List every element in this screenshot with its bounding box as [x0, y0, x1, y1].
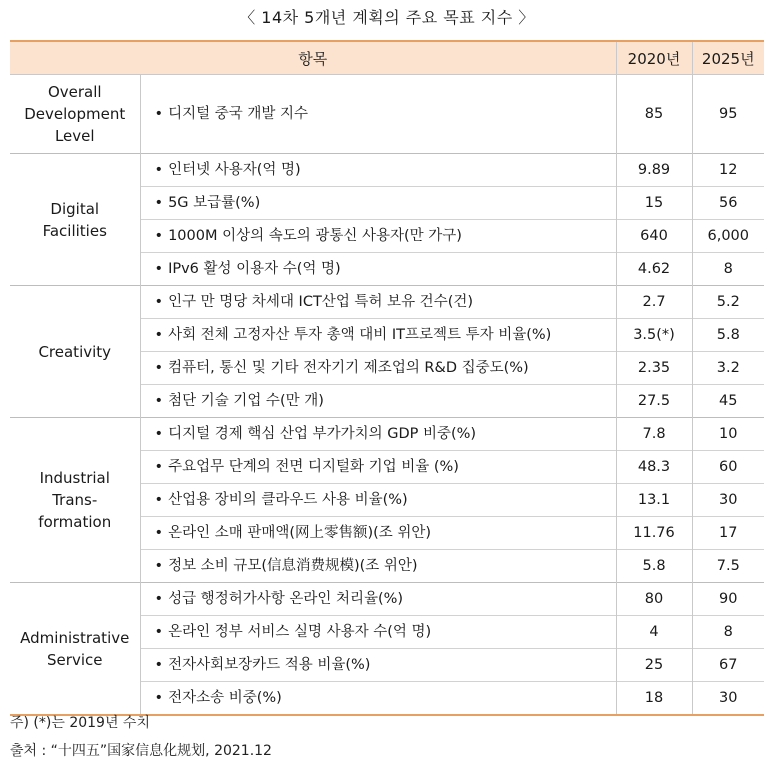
- value-2020: 5.8: [616, 550, 692, 583]
- item-label: 온라인 정부 서비스 실명 사용자 수(억 명): [168, 624, 432, 640]
- table-row: [10, 154, 764, 187]
- bullet-icon: •: [154, 591, 164, 607]
- value-2020: 13.1: [616, 484, 692, 517]
- value-2020: 27.5: [616, 385, 692, 418]
- bullet-icon: •: [154, 360, 164, 376]
- bullet-icon: •: [154, 624, 164, 640]
- item-label: 전자소송 비중(%): [168, 690, 282, 706]
- value-2025: 3.2: [692, 352, 764, 385]
- item-cell: [140, 682, 616, 716]
- category-cell: [10, 418, 140, 583]
- target-index-table: [10, 40, 764, 716]
- item-cell: [140, 385, 616, 418]
- bullet-icon: •: [154, 525, 164, 541]
- value-2025: 45: [692, 385, 764, 418]
- table-title: 〈 14차 5개년 계획의 주요 목표 지수 〉: [239, 8, 535, 27]
- bullet-icon: •: [154, 690, 164, 706]
- category-line: Creativity: [38, 342, 112, 361]
- category-cell: [10, 286, 140, 418]
- item-cell: [140, 418, 616, 451]
- item-label: 성급 행정허가사항 온라인 처리율(%): [168, 591, 404, 607]
- value-2025: 7.5: [692, 550, 764, 583]
- item-cell: [140, 154, 616, 187]
- table-row: [10, 583, 764, 616]
- value-2025: 5.8: [692, 319, 764, 352]
- bullet-icon: •: [154, 657, 164, 673]
- item-label: 온라인 소매 판매액(网上零售额)(조 위안): [168, 525, 432, 541]
- item-label: 사회 전체 고정자산 투자 총액 대비 IT프로젝트 투자 비율(%): [168, 327, 552, 343]
- value-2020: 15: [616, 187, 692, 220]
- item-label: 전자사회보장카드 적용 비율(%): [168, 657, 371, 673]
- item-label: 디지털 경제 핵심 산업 부가가치의 GDP 비중(%): [168, 426, 477, 442]
- item-cell: [140, 253, 616, 286]
- category-cell: [10, 75, 140, 154]
- category-line: formation: [38, 513, 112, 531]
- footnote: 주) (*)는 2019년 수치: [10, 715, 150, 731]
- header-item: 항목: [10, 41, 616, 75]
- value-2025: 30: [692, 682, 764, 716]
- item-label: 디지털 중국 개발 지수: [168, 106, 308, 122]
- value-2020: 85: [616, 75, 692, 154]
- header-2020: 2020년: [616, 41, 692, 75]
- category-line: Facilities: [42, 221, 107, 240]
- value-2020: 4: [616, 616, 692, 649]
- item-label: IPv6 활성 이용자 수(억 명): [168, 261, 341, 277]
- bullet-icon: •: [154, 228, 164, 244]
- category-cell: [10, 583, 140, 716]
- value-2025: 30: [692, 484, 764, 517]
- value-2020: 7.8: [616, 418, 692, 451]
- bullet-icon: •: [154, 459, 164, 475]
- item-cell: [140, 550, 616, 583]
- value-2025: 8: [692, 253, 764, 286]
- category-line: Industrial: [39, 469, 110, 487]
- item-label: 산업용 장비의 클라우드 사용 비율(%): [168, 492, 408, 508]
- value-2020: 3.5(*): [616, 319, 692, 352]
- value-2020: 2.7: [616, 286, 692, 319]
- value-2020: 80: [616, 583, 692, 616]
- value-2020: 9.89: [616, 154, 692, 187]
- source-note: 출처 : “十四五”国家信息化规划, 2021.12: [10, 743, 272, 759]
- value-2025: 90: [692, 583, 764, 616]
- item-cell: [140, 616, 616, 649]
- value-2020: 18: [616, 682, 692, 716]
- value-2025: 56: [692, 187, 764, 220]
- bullet-icon: •: [154, 294, 164, 310]
- item-cell: [140, 649, 616, 682]
- category-line: Overall: [47, 83, 102, 101]
- item-cell: [140, 220, 616, 253]
- item-label: 정보 소비 규모(信息消费规模)(조 위안): [168, 558, 418, 574]
- table-row: [10, 418, 764, 451]
- category-cell: [10, 154, 140, 286]
- value-2025: 67: [692, 649, 764, 682]
- bullet-icon: •: [154, 327, 164, 343]
- item-cell: [140, 286, 616, 319]
- item-cell: [140, 583, 616, 616]
- item-cell: [140, 75, 616, 154]
- value-2025: 6,000: [692, 220, 764, 253]
- bullet-icon: •: [154, 426, 164, 442]
- value-2020: 640: [616, 220, 692, 253]
- value-2020: 25: [616, 649, 692, 682]
- header-2025: 2025년: [692, 41, 764, 75]
- value-2020: 4.62: [616, 253, 692, 286]
- category-line: Administrative: [20, 628, 130, 647]
- category-line: Digital: [50, 199, 100, 218]
- bullet-icon: •: [154, 162, 164, 178]
- item-cell: [140, 319, 616, 352]
- category-line: Level: [54, 127, 95, 145]
- item-cell: [140, 451, 616, 484]
- table-row: [10, 286, 764, 319]
- item-cell: [140, 484, 616, 517]
- header-row: [10, 41, 764, 75]
- value-2025: 8: [692, 616, 764, 649]
- item-label: 주요업무 단계의 전면 디지털화 기업 비율 (%): [168, 459, 459, 475]
- value-2020: 2.35: [616, 352, 692, 385]
- value-2025: 95: [692, 75, 764, 154]
- item-label: 5G 보급률(%): [168, 195, 261, 211]
- item-label: 인터넷 사용자(억 명): [168, 162, 301, 178]
- value-2020: 11.76: [616, 517, 692, 550]
- bullet-icon: •: [154, 558, 164, 574]
- value-2025: 17: [692, 517, 764, 550]
- item-cell: [140, 352, 616, 385]
- bullet-icon: •: [154, 393, 164, 409]
- value-2020: 48.3: [616, 451, 692, 484]
- value-2025: 60: [692, 451, 764, 484]
- item-label: 첨단 기술 기업 수(만 개): [168, 393, 324, 409]
- category-line: Service: [47, 650, 103, 669]
- value-2025: 5.2: [692, 286, 764, 319]
- table-row: [10, 75, 764, 154]
- item-cell: [140, 187, 616, 220]
- item-label: 컴퓨터, 통신 및 기타 전자기기 제조업의 R&D 집중도(%): [168, 360, 529, 376]
- bullet-icon: •: [154, 195, 164, 211]
- bullet-icon: •: [154, 492, 164, 508]
- bullet-icon: •: [154, 261, 164, 277]
- value-2025: 12: [692, 154, 764, 187]
- value-2025: 10: [692, 418, 764, 451]
- category-line: Trans-: [52, 491, 98, 509]
- item-cell: [140, 517, 616, 550]
- item-label: 1000M 이상의 속도의 광통신 사용자(만 가구): [168, 228, 462, 244]
- item-label: 인구 만 명당 차세대 ICT산업 특허 보유 건수(건): [168, 294, 474, 310]
- bullet-icon: •: [154, 106, 164, 122]
- category-line: Development: [24, 105, 126, 123]
